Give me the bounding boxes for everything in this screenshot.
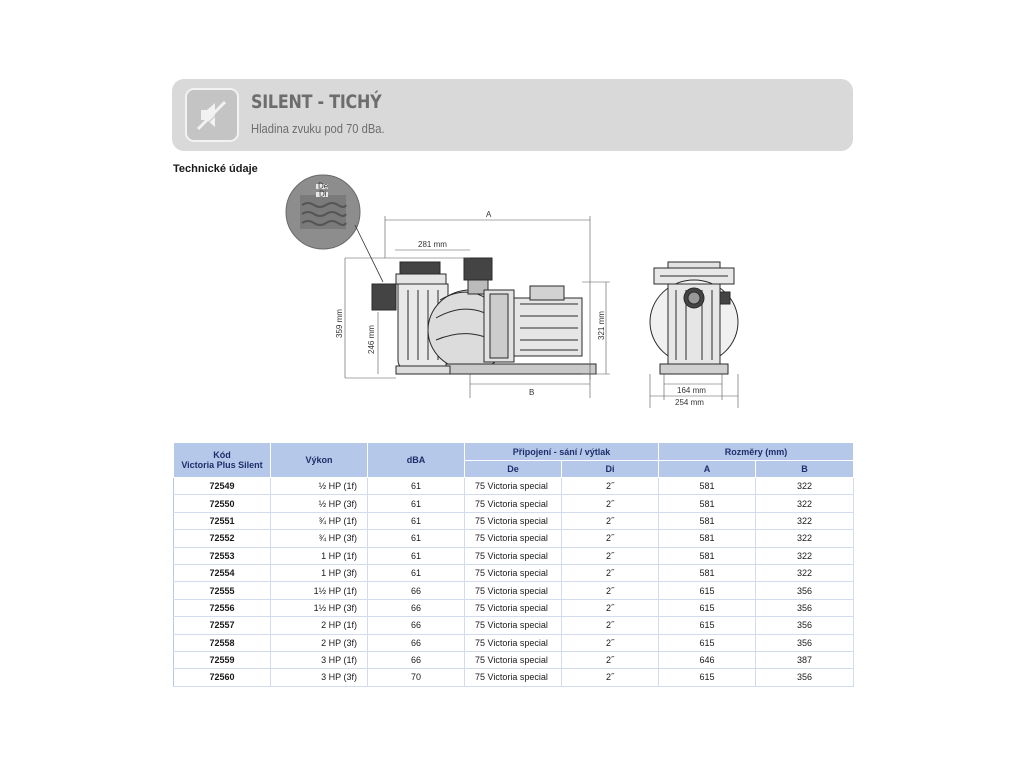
svg-text:De: De xyxy=(318,181,329,191)
cell-a: 615 xyxy=(659,669,756,686)
cell-dba: 66 xyxy=(368,582,465,599)
cell-a: 581 xyxy=(659,564,756,581)
cell-di: 2˝ xyxy=(562,582,659,599)
cell-dba: 61 xyxy=(368,495,465,512)
spec-table xyxy=(173,442,854,687)
cell-a: 581 xyxy=(659,495,756,512)
table-row xyxy=(174,634,854,651)
cell-de: 75 Victoria special xyxy=(465,617,562,634)
cell-dba: 66 xyxy=(368,634,465,651)
header-dba: dBA xyxy=(368,443,465,478)
table-row xyxy=(174,530,854,547)
cell-di: 2˝ xyxy=(562,547,659,564)
cell-code: 72559 xyxy=(174,651,271,668)
cell-de: 75 Victoria special xyxy=(465,530,562,547)
dim-321-label: 321 mm xyxy=(597,311,606,340)
cell-b: 356 xyxy=(756,599,854,616)
cell-code: 72552 xyxy=(174,530,271,547)
cell-b: 322 xyxy=(756,564,854,581)
cell-dba: 66 xyxy=(368,651,465,668)
table-row xyxy=(174,651,854,668)
cell-a: 581 xyxy=(659,530,756,547)
cell-a: 581 xyxy=(659,478,756,495)
table-row xyxy=(174,478,854,495)
svg-text:Di: Di xyxy=(319,189,327,199)
cell-code: 72549 xyxy=(174,478,271,495)
cell-power: 1 HP (1f) xyxy=(271,547,368,564)
cell-code: 72557 xyxy=(174,617,271,634)
cell-b: 356 xyxy=(756,617,854,634)
header-di: Di xyxy=(562,461,659,478)
cell-power: 1½ HP (3f) xyxy=(271,599,368,616)
cell-di: 2˝ xyxy=(562,651,659,668)
pump-front-view xyxy=(650,262,738,374)
cell-dba: 66 xyxy=(368,617,465,634)
header-code-sublabel: Victoria Plus Silent xyxy=(181,460,263,470)
cell-di: 2˝ xyxy=(562,669,659,686)
header-b: B xyxy=(756,461,854,478)
dim-254-label: 254 mm xyxy=(675,398,704,407)
cell-de: 75 Victoria special xyxy=(465,495,562,512)
header-a: A xyxy=(659,461,756,478)
cell-de: 75 Victoria special xyxy=(465,547,562,564)
cell-di: 2˝ xyxy=(562,512,659,529)
cell-code: 72553 xyxy=(174,547,271,564)
cell-b: 322 xyxy=(756,512,854,529)
cell-de: 75 Victoria special xyxy=(465,478,562,495)
header-connection: Připojení - sání / výtlak xyxy=(465,443,659,461)
dim-164-label: 164 mm xyxy=(677,386,706,395)
cell-a: 581 xyxy=(659,547,756,564)
cell-code: 72558 xyxy=(174,634,271,651)
cell-b: 322 xyxy=(756,495,854,512)
cell-de: 75 Victoria special xyxy=(465,564,562,581)
cell-b: 322 xyxy=(756,530,854,547)
cell-dba: 61 xyxy=(368,512,465,529)
cell-di: 2˝ xyxy=(562,478,659,495)
cell-power: ¾ HP (1f) xyxy=(271,512,368,529)
dim-a-label: A xyxy=(486,210,492,219)
table-row xyxy=(174,582,854,599)
table-row xyxy=(174,495,854,512)
cell-de: 75 Victoria special xyxy=(465,634,562,651)
cell-a: 615 xyxy=(659,582,756,599)
header-dimensions: Rozměry (mm) xyxy=(659,443,854,461)
cell-code: 72550 xyxy=(174,495,271,512)
cell-dba: 61 xyxy=(368,564,465,581)
cell-dba: 61 xyxy=(368,547,465,564)
cell-di: 2˝ xyxy=(562,495,659,512)
dim-246-label: 246 mm xyxy=(367,325,376,354)
banner-title: SILENT - TICHÝ xyxy=(251,91,382,113)
dim-b-label: B xyxy=(529,388,535,397)
cell-a: 646 xyxy=(659,651,756,668)
cell-dba: 70 xyxy=(368,669,465,686)
cell-code: 72554 xyxy=(174,564,271,581)
cell-de: 75 Victoria special xyxy=(465,582,562,599)
cell-code: 72555 xyxy=(174,582,271,599)
cell-de: 75 Victoria special xyxy=(465,599,562,616)
table-row xyxy=(174,669,854,686)
thread-detail-inset xyxy=(286,175,383,282)
cell-dba: 61 xyxy=(368,478,465,495)
cell-code: 72556 xyxy=(174,599,271,616)
cell-power: 3 HP (1f) xyxy=(271,651,368,668)
dim-359-label: 359 mm xyxy=(335,309,344,338)
cell-power: 1½ HP (1f) xyxy=(271,582,368,599)
cell-power: ½ HP (3f) xyxy=(271,495,368,512)
cell-b: 322 xyxy=(756,547,854,564)
banner-subtitle: Hladina zvuku pod 70 dBa. xyxy=(251,121,385,136)
cell-power: 1 HP (3f) xyxy=(271,564,368,581)
cell-power: 2 HP (3f) xyxy=(271,634,368,651)
cell-power: 2 HP (1f) xyxy=(271,617,368,634)
cell-code: 72551 xyxy=(174,512,271,529)
table-row xyxy=(174,512,854,529)
cell-power: ½ HP (1f) xyxy=(271,478,368,495)
cell-a: 615 xyxy=(659,617,756,634)
section-title: Technické údaje xyxy=(173,163,258,175)
cell-dba: 66 xyxy=(368,599,465,616)
pump-side-view xyxy=(372,258,596,374)
cell-power: ¾ HP (3f) xyxy=(271,530,368,547)
cell-b: 356 xyxy=(756,669,854,686)
header-code xyxy=(174,443,271,478)
cell-de: 75 Victoria special xyxy=(465,669,562,686)
cell-di: 2˝ xyxy=(562,564,659,581)
cell-a: 615 xyxy=(659,599,756,616)
cell-a: 615 xyxy=(659,634,756,651)
cell-b: 387 xyxy=(756,651,854,668)
dim-281-label: 281 mm xyxy=(418,240,447,249)
cell-dba: 61 xyxy=(368,530,465,547)
cell-di: 2˝ xyxy=(562,530,659,547)
table-row xyxy=(174,599,854,616)
cell-code: 72560 xyxy=(174,669,271,686)
cell-de: 75 Victoria special xyxy=(465,512,562,529)
header-code-label: Kód xyxy=(213,450,231,460)
cell-a: 581 xyxy=(659,512,756,529)
cell-power: 3 HP (3f) xyxy=(271,669,368,686)
cell-di: 2˝ xyxy=(562,617,659,634)
cell-de: 75 Victoria special xyxy=(465,651,562,668)
cell-b: 356 xyxy=(756,582,854,599)
table-row xyxy=(174,547,854,564)
spec-table-body xyxy=(174,478,854,687)
header-power: Výkon xyxy=(271,443,368,478)
cell-di: 2˝ xyxy=(562,599,659,616)
cell-b: 322 xyxy=(756,478,854,495)
table-row xyxy=(174,564,854,581)
table-row xyxy=(174,617,854,634)
cell-b: 356 xyxy=(756,634,854,651)
cell-di: 2˝ xyxy=(562,634,659,651)
header-de: De xyxy=(465,461,562,478)
